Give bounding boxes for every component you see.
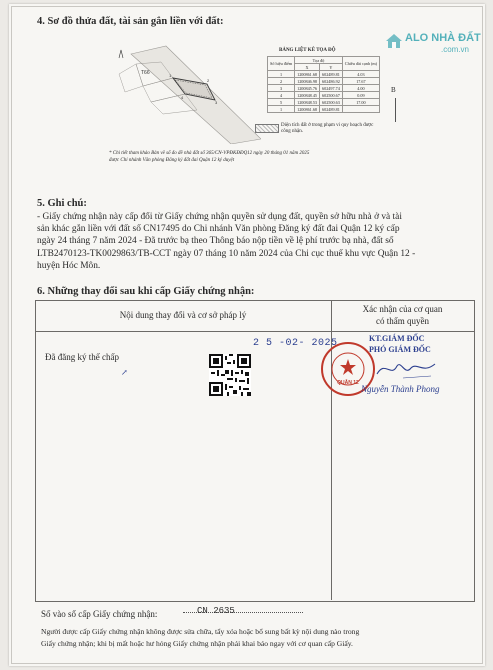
section-5-notes [37,211,477,272]
coordinate-table [267,56,380,113]
side-label: B [391,86,396,94]
svg-text:3: 3 [215,100,218,105]
footnote-1: * Chi tiết tham khảo Bản vẽ số đo đề nhà đất số 365/CN-VPĐKĐĐQ12 ngày 20 tháng 01 năm 2025 [109,151,310,156]
table-row: 5 1200848.53 602500.63 17.00 [268,99,380,106]
watermark-logo [385,32,403,55]
qr-code [209,354,251,396]
lot-label: T66 [141,70,150,76]
date-stamp: 2 5 -02- 2025 [253,338,338,349]
registration-number: CN 2635 [197,606,235,616]
col-point: Số hiệu điểm [268,57,295,71]
signer-role-2: PHÓ GIÁM ĐỐC [369,345,431,354]
handwritten-signature [373,356,443,382]
section-4-title: 4. Sơ đồ thửa đất, tài sản gắn liền với đất: [37,16,224,27]
section-5-title: 5. Ghi chú: [37,198,87,209]
note-line: huyện Hóc Môn. [37,260,101,271]
changes-col-header: Nội dung thay đổi và cơ sở pháp lý [119,310,247,320]
col-y: Y [320,64,343,71]
watermark-brand: ALO NHÀ ĐẤT [405,32,481,44]
authority-col-header-1: Xác nhận của cơ quan [362,304,443,314]
signer-role-1: KT.GIÁM ĐỐC [369,334,425,343]
svg-text:1: 1 [169,73,172,78]
authority-col-header-2: có thẩm quyền [376,316,429,326]
table-row: 4 1200848.45 602500.67 0.09 [268,92,380,99]
svg-text:QUẬN 12: QUẬN 12 [337,380,359,386]
note-line: ngày 24 tháng 7 năm 2024 - Đã trước bạ theo Thông báo nộp tiền về lệ phí trước bạ nhà, đất số [37,236,394,247]
note-line: sản khác gắn liền với đất số CN17495 do Chi nhánh Văn phòng Đăng ký đất đai Quận 12 ký cấp [37,224,400,235]
north-arrow-icon [119,50,123,58]
watermark-url: .com.vn [441,45,470,54]
check-mark: ↗ [121,368,128,377]
svg-text:2: 2 [207,78,210,83]
section-6-title: 6. Những thay đổi sau khi cấp Giấy chứng nhận: [37,286,255,297]
header-divider [35,331,474,332]
table-row: 3 1200845.76 602497.74 4.00 [268,85,380,92]
legend-text: Diện tích đất ở trong phạm vi quy hoạch được công nhận. [281,123,374,134]
table-row: 1 1200861.68 602489.81 4.03 [268,71,380,78]
coord-table-title: BẢNG LIỆT KÊ TỌA ĐỘ [279,48,336,53]
signer-name: Nguyễn Thành Phong [361,384,440,394]
svg-text:4: 4 [181,95,184,100]
footer-note-1: Người được cấp Giấy chứng nhận không được sửa chữa, tẩy xóa hoặc bổ sung bất kỳ nội dung nào trong [41,627,360,636]
footnote-2: được Chi nhánh Văn phòng Đăng ký đất đai Quận 12 ký duyệt [109,158,235,163]
table-row: 2 1200846.98 602486.92 17.67 [268,78,380,85]
note-line: - Giấy chứng nhận này cấp đổi từ Giấy chứng nhận quyền sử dụng đất, quyền sở hữu nhà ở và tài [37,212,402,222]
land-plot-diagram [111,44,261,144]
legend-swatch [255,124,279,133]
note-line: LTB2470123-TK0029863/TB-CCT ngày 07 tháng 10 năm 2024 của Chi cục thuế khu vực Quận 12 - [37,248,416,259]
house-icon [385,32,403,50]
registration-label: Số vào sổ cấp Giấy chứng nhận: [41,609,158,619]
change-entry-text: Đã đăng ký thế chấp [45,352,119,362]
col-length: Chiều dài cạnh (m) [342,57,379,71]
table-row: 1 1200861.68 602489.81 [268,106,380,113]
col-x: X [295,64,320,71]
certificate-page [9,4,485,666]
footer-note-2: Giấy chứng nhận; khi bị mất hoặc hư hỏng Giấy chứng nhận phải khai báo ngay với cơ quan cấp Giấy. [41,639,353,648]
col-coord: Tọa độ [295,57,343,64]
margin-mark [395,98,396,122]
